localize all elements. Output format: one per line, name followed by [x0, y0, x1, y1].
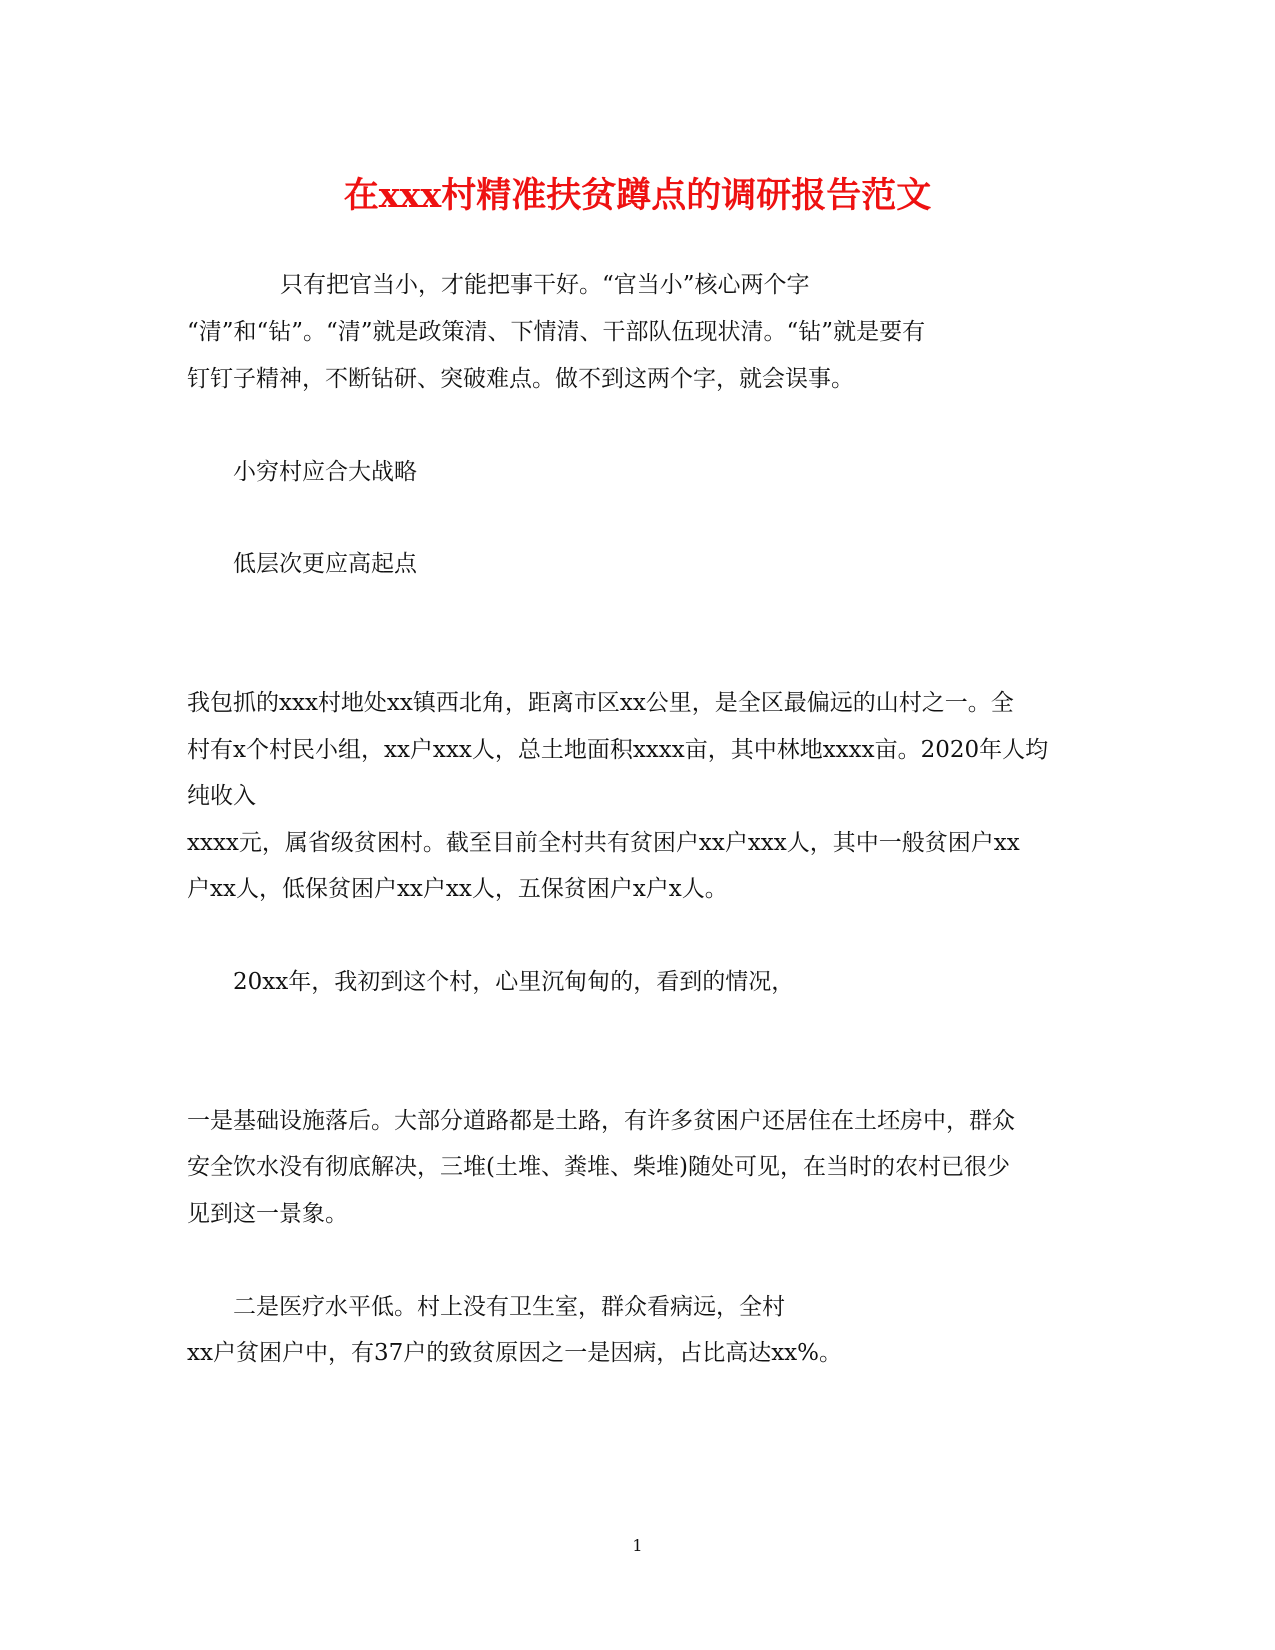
paragraph-line-3: 钉钉子精神，不断钻研、突破难点。做不到这两个字，就会误事。	[187, 366, 854, 392]
paragraph-line-4: 我包抓的xxx村地处xx镇西北角，距离市区xx公里，是全区最偏远的山村之一。全	[187, 690, 1014, 716]
paragraph-line-11: 安全饮水没有彻底解决，三堆(土堆、粪堆、柴堆)随处可见，在当时的农村已很少	[187, 1154, 1010, 1180]
paragraph-line-12: 见到这一景象。	[187, 1201, 348, 1227]
paragraph-line-2: “清”和“钻”。“清”就是政策清、下情清、干部队伍现状清。“钻”就是要有	[187, 319, 926, 345]
paragraph-line-10: 一是基础设施落后。大部分道路都是土路，有许多贫困户还居住在土坯房中，群众	[187, 1108, 1015, 1134]
subheading-1: 小穷村应合大战略	[233, 459, 417, 485]
paragraph-line-5: 村有x个村民小组，xx户xxx人，总土地面积xxxx亩，其中林地xxxx亩。2020年人均	[187, 737, 1049, 763]
paragraph-line-1: 只有把官当小，才能把事干好。“官当小”核心两个字	[280, 272, 810, 298]
document-title: 在xxx村精准扶贫蹲点的调研报告范文	[343, 175, 932, 216]
paragraph-line-9: 20xx年，我初到这个村，心里沉甸甸的，看到的情况，	[233, 969, 795, 995]
paragraph-line-8: 户xx人，低保贫困户xx户xx人，五保贫困户x户x人。	[187, 876, 728, 902]
paragraph-line-7: xxxx元，属省级贫困村。截至目前全村共有贫困户xx户xxx人，其中一般贫困户xx	[187, 830, 1020, 856]
paragraph-line-14: xx户贫困户中，有37户的致贫原因之一是因病，占比高达xx%。	[187, 1340, 843, 1366]
subheading-2: 低层次更应高起点	[233, 551, 417, 577]
page-number: 1	[632, 1536, 643, 1555]
paragraph-line-6: 纯收入	[187, 783, 256, 809]
paragraph-line-13: 二是医疗水平低。村上没有卫生室，群众看病远，全村	[233, 1294, 785, 1320]
